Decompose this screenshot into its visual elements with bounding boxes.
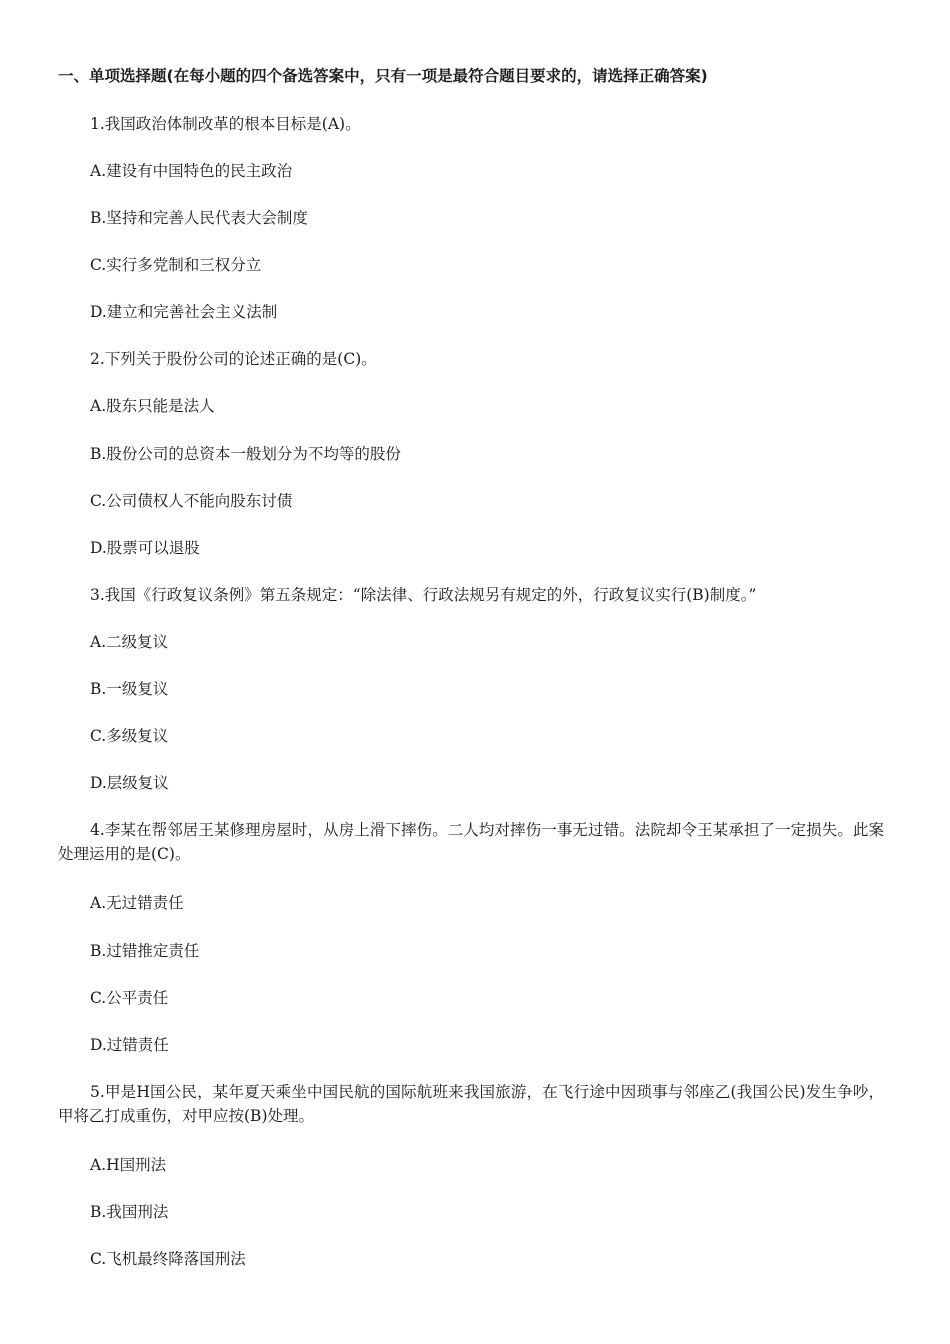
question-1-option-d: D.建立和完善社会主义法制 [90, 303, 278, 321]
question-5-option-c: C.飞机最终降落国刑法 [90, 1250, 246, 1268]
question-4-option-c: C.公平责任 [90, 989, 169, 1007]
question-4-option-b: B.过错推定责任 [90, 942, 200, 960]
question-3-option-d: D.层级复议 [90, 774, 169, 792]
question-4-option-d: D.过错责任 [90, 1036, 169, 1054]
question-3-option-b: B.一级复议 [90, 680, 169, 698]
question-3-option-c: C.多级复议 [90, 727, 169, 745]
question-1-stem: 1.我国政治体制改革的根本目标是(A)。 [90, 115, 361, 133]
question-2-option-c: C.公司债权人不能向股东讨债 [90, 492, 293, 510]
question-1-option-b: B.坚持和完善人民代表大会制度 [90, 209, 308, 227]
question-2-option-d: D.股票可以退股 [90, 539, 200, 557]
question-2-stem: 2.下列关于股份公司的论述正确的是(C)。 [90, 350, 377, 368]
question-2-option-a: A.股东只能是法人 [90, 397, 215, 415]
question-3-stem: 3.我国《行政复议条例》第五条规定：“除法律、行政法规另有规定的外，行政复议实行(B)制度。” [90, 586, 757, 604]
question-2-option-b: B.股份公司的总资本一般划分为不均等的股份 [90, 445, 401, 463]
section-heading: 一、单项选择题(在每小题的四个备选答案中，只有一项是最符合题目要求的，请选择正确答案) [58, 67, 708, 85]
question-3-option-a: A.二级复议 [90, 633, 169, 651]
question-4-stem: 4.李某在帮邻居王某修理房屋时，从房上滑下摔伤。二人均对摔伤一事无过错。法院却令王某承担了一定损失。此案处理运用的是(C)。 [58, 821, 884, 863]
question-1-option-c: C.实行多党制和三权分立 [90, 256, 262, 274]
question-5-option-a: A.H国刑法 [90, 1156, 167, 1174]
question-5-option-b: B.我国刑法 [90, 1203, 169, 1221]
question-5-stem: 5.甲是H国公民，某年夏天乘坐中国民航的国际航班来我国旅游，在飞行途中因琐事与邻座乙(我国公民)发生争吵，甲将乙打成重伤，对甲应按(B)处理。 [58, 1083, 884, 1125]
question-1-option-a: A.建设有中国特色的民主政治 [90, 162, 293, 180]
question-4-option-a: A.无过错责任 [90, 894, 184, 912]
